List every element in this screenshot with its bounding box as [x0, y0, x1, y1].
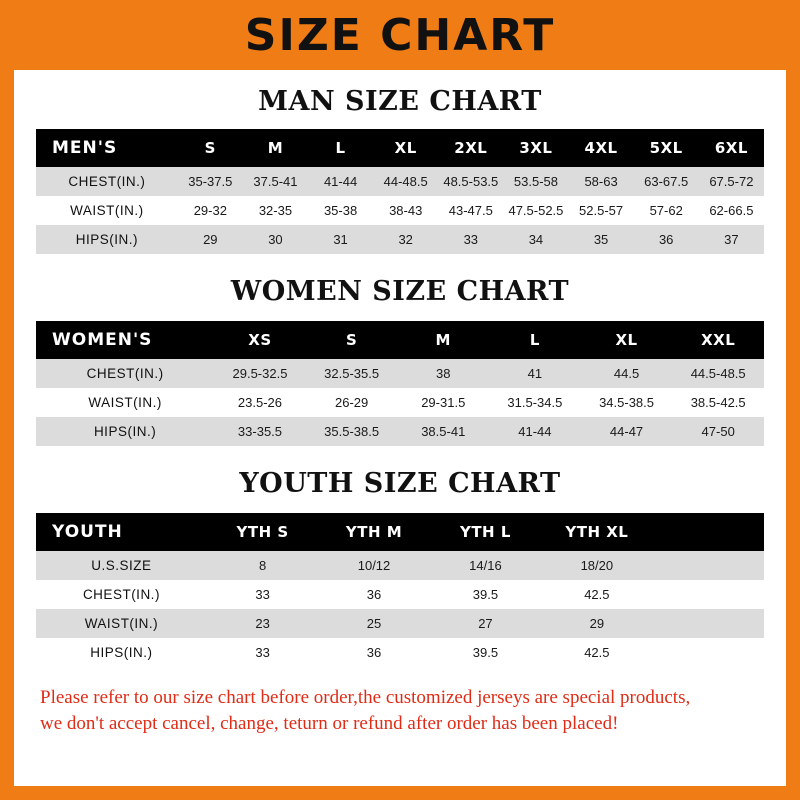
youth-r0c1: 10/12 [318, 551, 429, 580]
women-r1c4: 34.5-38.5 [581, 388, 673, 417]
men-r2c1: 30 [243, 225, 308, 254]
youth-r2c0: 23 [207, 609, 318, 638]
men-r0c3: 44-48.5 [373, 167, 438, 196]
men-r0c5: 53.5-58 [503, 167, 568, 196]
women-row-2-label: HIPS(IN.) [36, 417, 214, 446]
men-r1c5: 47.5-52.5 [503, 196, 568, 225]
men-r1c7: 57-62 [634, 196, 699, 225]
women-r1c2: 29-31.5 [397, 388, 489, 417]
men-table-body [36, 167, 764, 254]
section-title-youth: YOUTH SIZE CHART [239, 468, 561, 499]
women-r2c2: 38.5-41 [397, 417, 489, 446]
youth-size-table [36, 513, 764, 667]
women-r0c4: 44.5 [581, 359, 673, 388]
men-r2c2: 31 [308, 225, 373, 254]
table-row [36, 225, 764, 254]
youth-col-1: YTH M [318, 513, 429, 551]
youth-r1c0: 33 [207, 580, 318, 609]
table-row [36, 551, 764, 580]
youth-r0c4 [653, 551, 764, 580]
youth-row-0-label: U.S.SIZE [36, 551, 207, 580]
section-title-women: WOMEN SIZE CHART [230, 276, 570, 307]
men-size-table [36, 129, 764, 254]
women-r0c2: 38 [397, 359, 489, 388]
men-row-2-label: HIPS(IN.) [36, 225, 178, 254]
women-r2c3: 41-44 [489, 417, 581, 446]
men-col-2: L [308, 129, 373, 167]
youth-col-3: YTH XL [541, 513, 652, 551]
men-r0c8: 67.5-72 [699, 167, 764, 196]
table-row [36, 580, 764, 609]
content-area [14, 86, 786, 736]
men-r2c6: 35 [569, 225, 634, 254]
youth-row-1-label: CHEST(IN.) [36, 580, 207, 609]
men-table-head [36, 129, 764, 167]
table-row [36, 638, 764, 667]
men-r1c2: 35-38 [308, 196, 373, 225]
men-col-1: M [243, 129, 308, 167]
youth-r2c1: 25 [318, 609, 429, 638]
women-r2c4: 44-47 [581, 417, 673, 446]
men-header-label: MEN'S [36, 129, 178, 167]
youth-table-body [36, 551, 764, 667]
men-r1c3: 38-43 [373, 196, 438, 225]
men-r2c7: 36 [634, 225, 699, 254]
youth-r3c2: 39.5 [430, 638, 541, 667]
women-r0c5: 44.5-48.5 [672, 359, 764, 388]
men-r2c3: 32 [373, 225, 438, 254]
youth-row-3-label: HIPS(IN.) [36, 638, 207, 667]
notice-line-1: Please refer to our size chart before order,the customized jerseys are special products, [40, 687, 691, 708]
women-col-3: L [489, 321, 581, 359]
men-r0c2: 41-44 [308, 167, 373, 196]
footer-bar [14, 786, 786, 800]
youth-r3c4 [653, 638, 764, 667]
women-r1c1: 26-29 [306, 388, 398, 417]
women-row-0-label: CHEST(IN.) [36, 359, 214, 388]
men-col-6: 4XL [569, 129, 634, 167]
youth-r1c1: 36 [318, 580, 429, 609]
table-row [36, 359, 764, 388]
women-table-body [36, 359, 764, 446]
men-r2c4: 33 [438, 225, 503, 254]
table-row [36, 167, 764, 196]
women-r0c0: 29.5-32.5 [214, 359, 306, 388]
women-r2c5: 47-50 [672, 417, 764, 446]
men-row-0-label: CHEST(IN.) [36, 167, 178, 196]
men-r1c0: 29-32 [178, 196, 243, 225]
men-col-4: 2XL [438, 129, 503, 167]
youth-r3c3: 42.5 [541, 638, 652, 667]
men-r0c7: 63-67.5 [634, 167, 699, 196]
youth-col-2: YTH L [430, 513, 541, 551]
youth-r0c2: 14/16 [430, 551, 541, 580]
youth-r1c4 [653, 580, 764, 609]
men-r2c5: 34 [503, 225, 568, 254]
men-r1c8: 62-66.5 [699, 196, 764, 225]
women-header-label: WOMEN'S [36, 321, 214, 359]
header-banner [0, 0, 800, 70]
men-r0c0: 35-37.5 [178, 167, 243, 196]
table-header-row [36, 513, 764, 551]
youth-r3c0: 33 [207, 638, 318, 667]
men-col-8: 6XL [699, 129, 764, 167]
women-r1c3: 31.5-34.5 [489, 388, 581, 417]
section-title-men: MAN SIZE CHART [258, 86, 542, 117]
table-header-row [36, 129, 764, 167]
men-col-7: 5XL [634, 129, 699, 167]
youth-r0c3: 18/20 [541, 551, 652, 580]
women-col-2: M [397, 321, 489, 359]
women-r0c3: 41 [489, 359, 581, 388]
women-r2c0: 33-35.5 [214, 417, 306, 446]
men-row-1-label: WAIST(IN.) [36, 196, 178, 225]
youth-r0c0: 8 [207, 551, 318, 580]
women-r0c1: 32.5-35.5 [306, 359, 398, 388]
youth-col-4 [653, 513, 764, 551]
table-row [36, 417, 764, 446]
page-title: SIZE CHART [244, 9, 556, 61]
men-col-0: S [178, 129, 243, 167]
table-row [36, 388, 764, 417]
youth-col-0: YTH S [207, 513, 318, 551]
women-r1c5: 38.5-42.5 [672, 388, 764, 417]
notice-line-2: we don't accept cancel, change, teturn or refund after order has been placed! [40, 712, 619, 734]
youth-table-head [36, 513, 764, 551]
women-size-table [36, 321, 764, 446]
men-r1c1: 32-35 [243, 196, 308, 225]
women-col-5: XXL [672, 321, 764, 359]
men-r2c8: 37 [699, 225, 764, 254]
women-col-0: XS [214, 321, 306, 359]
youth-r2c4 [653, 609, 764, 638]
men-r0c4: 48.5-53.5 [438, 167, 503, 196]
men-r1c6: 52.5-57 [569, 196, 634, 225]
men-r2c0: 29 [178, 225, 243, 254]
table-row [36, 196, 764, 225]
women-row-1-label: WAIST(IN.) [36, 388, 214, 417]
youth-r1c3: 42.5 [541, 580, 652, 609]
women-r2c1: 35.5-38.5 [306, 417, 398, 446]
men-r0c6: 58-63 [569, 167, 634, 196]
table-header-row [36, 321, 764, 359]
women-r1c0: 23.5-26 [214, 388, 306, 417]
youth-r2c2: 27 [430, 609, 541, 638]
order-notice [36, 685, 764, 736]
men-r1c4: 43-47.5 [438, 196, 503, 225]
youth-row-2-label: WAIST(IN.) [36, 609, 207, 638]
youth-r1c2: 39.5 [430, 580, 541, 609]
youth-header-label: YOUTH [36, 513, 207, 551]
women-col-4: XL [581, 321, 673, 359]
men-r0c1: 37.5-41 [243, 167, 308, 196]
men-col-3: XL [373, 129, 438, 167]
women-col-1: S [306, 321, 398, 359]
men-col-5: 3XL [503, 129, 568, 167]
table-row [36, 609, 764, 638]
youth-r2c3: 29 [541, 609, 652, 638]
youth-r3c1: 36 [318, 638, 429, 667]
women-table-head [36, 321, 764, 359]
